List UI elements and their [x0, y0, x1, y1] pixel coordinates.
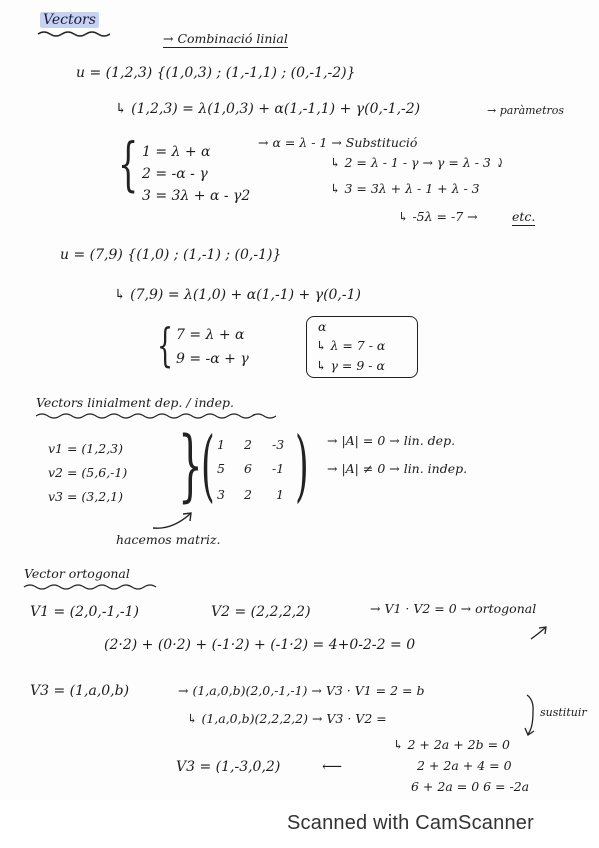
camscanner-watermark: Scanned with CamScanner	[287, 812, 534, 834]
section4-underline	[22, 582, 158, 592]
s4-orthogonal-condition: → V1 · V2 = 0 → ortogonal	[370, 601, 537, 616]
s3-matrix-r1c1: 1	[217, 437, 225, 452]
s1-etc: etc.	[512, 209, 536, 224]
s1-step-2: ↳ 2 = λ - 1 - γ → γ = λ - 3 ⤸	[330, 155, 506, 170]
s4-v3-dot-v1: → (1,a,0,b)(2,0,-1,-1) → V3 · V1 = 2 = b	[178, 683, 425, 698]
s1-step-4: ↳ -5λ = -7 →	[398, 209, 478, 224]
s4-v3-dot-v2: ↳ (1,a,0,b)(2,2,2,2) → V3 · V2 =	[187, 711, 387, 726]
s3-note-hacemos-matriz: hacemos matriz.	[116, 532, 221, 547]
s4-v2: V2 = (2,2,2,2)	[211, 604, 311, 620]
s2-box-line1: α	[318, 319, 327, 334]
s2-system-eq1: 7 = λ + α	[176, 327, 245, 343]
s4-result-arrow: ⟵	[322, 759, 343, 775]
s2-box-line2: ↳ λ = 7 - α	[316, 338, 386, 353]
s1-system-eq2: 2 = -α - γ	[142, 166, 208, 182]
s2-system-brace: {	[157, 318, 174, 372]
s3-matrix-r1c2: 2	[244, 437, 252, 452]
s1-step-3: ↳ 3 = 3λ + λ - 1 + λ - 3	[330, 181, 480, 196]
s1-line-u: u = (1,2,3) {(1,0,3) ; (1,-1,1) ; (0,-1,-2)}	[76, 65, 356, 81]
s4-eq-3: 6 + 2a = 0 6 = -2a	[411, 779, 530, 794]
s4-sustituir-bracket	[524, 692, 540, 738]
s3-curved-arrow	[150, 508, 200, 532]
s2-system-eq2: 9 = -α + γ	[176, 351, 249, 367]
s1-system-eq3: 3 = 3λ + α - γ2	[142, 188, 251, 204]
s4-label-sustituir: sustituir	[540, 706, 587, 719]
s1-system-eq1: 1 = λ + α	[142, 144, 211, 160]
s3-matrix-r3c2: 2	[244, 487, 252, 502]
s3-result-dep: → |A| = 0 → lin. dep.	[327, 433, 456, 448]
s2-line-u: u = (7,9) {(1,0) ; (1,-1) ; (0,-1)}	[60, 247, 282, 263]
s3-vector-v3: v3 = (3,2,1)	[48, 489, 123, 504]
s4-result-v3: V3 = (1,-3,0,2)	[176, 759, 281, 775]
section-title-vector-ortogonal: Vector ortogonal	[24, 566, 130, 581]
s3-matrix-r2c2: 6	[244, 461, 252, 476]
s1-step-1: → α = λ - 1 → Substitució	[258, 135, 418, 150]
s3-matrix-r3c1: 3	[217, 487, 225, 502]
s3-vector-v1: v1 = (1,2,3)	[48, 441, 123, 456]
s4-v1: V1 = (2,0,-1,-1)	[30, 604, 140, 620]
section3-underline	[34, 411, 284, 421]
s2-box-line3: ↳ γ = 9 - α	[316, 358, 385, 373]
s4-check-arrow	[528, 624, 550, 642]
s3-matrix-right-paren: )	[295, 421, 309, 511]
s3-vectors-brace: }	[178, 421, 203, 511]
title-underline	[36, 29, 116, 39]
subtitle-combinacio-linial: → Combinació linial	[163, 31, 288, 46]
s2-line-linear-eq: ↳ (7,9) = λ(1,0) + α(1,-1) + γ(0,-1)	[114, 287, 361, 303]
s3-vector-v2: v2 = (5,6,-1)	[48, 465, 128, 480]
s4-v3: V3 = (1,a,0,b)	[30, 683, 130, 699]
s3-matrix-r2c3: -1	[272, 461, 285, 476]
section-title-lin-dep: Vectors linialment dep. / indep.	[36, 395, 234, 410]
section-title-vectors: Vectors	[40, 11, 99, 29]
s1-system-brace: {	[118, 130, 139, 198]
s3-result-indep: → |A| ≠ 0 → lin. indep.	[327, 461, 468, 476]
s1-line-linear-eq: ↳ (1,2,3) = λ(1,0,3) + α(1,-1,1) + γ(0,-1,-2)	[115, 101, 421, 117]
s4-dot-product: (2·2) + (0·2) + (-1·2) + (-1·2) = 4+0-2-2 = 0	[104, 637, 416, 653]
s3-matrix-r1c3: -3	[272, 437, 285, 452]
s3-matrix-left-paren: (	[201, 421, 215, 511]
s3-matrix-r3c3: 1	[276, 487, 284, 502]
s4-eq-2: 2 + 2a + 4 = 0	[417, 758, 512, 773]
s3-matrix-r2c1: 5	[217, 461, 225, 476]
s1-label-parametros: → paràmetros	[487, 104, 565, 117]
s4-eq-1: ↳ 2 + 2a + 2b = 0	[393, 737, 510, 752]
